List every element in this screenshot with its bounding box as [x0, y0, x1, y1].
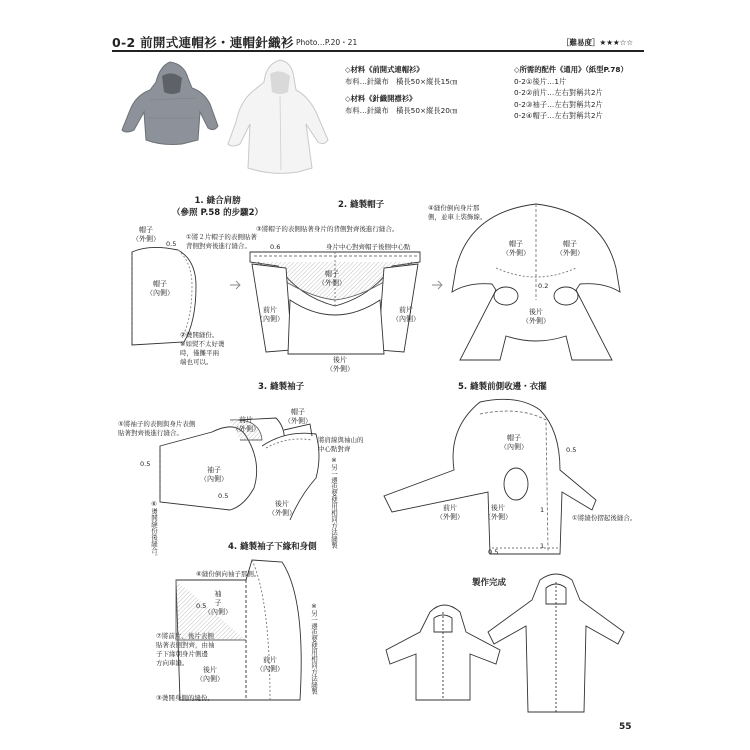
materials-2-title: ◇材料《針織開襟衫》: [345, 94, 417, 103]
step1-note2: ②燙開縫份。 ※如熨不太好燙 時，僅攤平兩 端也可以。: [180, 331, 225, 366]
step3-back-label: 後片 （外側）: [268, 500, 296, 517]
step4-note8: ③燙開身側的縫份。: [156, 694, 214, 702]
step2-attach-hood-diagram: [250, 252, 420, 354]
step1-hood-outer-label: 帽子 （外側）: [132, 226, 160, 243]
step3-center-note: 將肩線與袖山的 中心點對齊: [318, 436, 364, 453]
step5-front-hem-diagram: [384, 399, 596, 554]
step5-note9: ①將縫份摺起後縫合。: [572, 514, 637, 522]
step4-note6: ⑥縫份倒向袖子那側。: [196, 570, 261, 578]
step2-hood-a-label: 帽子 （外側）: [502, 240, 530, 257]
step2-seam2: 0.2: [538, 282, 549, 290]
parts-title: ◇所需的配件《通用》（紙型P.78）: [514, 65, 628, 74]
step1-seam: 0.5: [166, 240, 177, 248]
step4-side-seam-diagram: [176, 560, 301, 700]
materials-2-line: 布料…針織布 橫長50×縱長20㎝: [345, 105, 458, 115]
parts-row: 0-2④帽子…左右對稱共2片: [514, 111, 603, 120]
difficulty-label: ［難易度］: [562, 38, 600, 47]
step3-vnote-fold: ⑥燙開縫份後縫合。: [150, 500, 158, 560]
photo-reference: Photo…P.20・21: [296, 38, 358, 47]
step2-front-left-label: 前片 （內側）: [256, 306, 284, 323]
step2-hood-body-diagram: [452, 204, 620, 360]
step2-hood-out-label: 帽子 （外側）: [318, 270, 346, 287]
step3-seam-b: 0.5: [218, 492, 229, 500]
step4-sleeve-label: 袖 子 （內側）: [204, 590, 232, 616]
step2-note4: ④縫份倒向身片那 側，並車上裝飾線。: [428, 204, 487, 221]
step2-back-label: 後片 （外側）: [326, 356, 354, 373]
step3-sleeve-label: 袖子 （內側）: [200, 466, 228, 483]
step1-subtitle: （參照 P.58 的步驟2）: [172, 208, 264, 218]
step4-vnote: ※另一邊也要使用相同方法縫製: [310, 602, 318, 695]
step5-seam-d: 1: [540, 542, 545, 550]
parts-row: 0-2③袖子…左右對稱共2片: [514, 99, 603, 109]
parts-row: 0-2②前片…左右對稱共2片: [514, 88, 603, 97]
page-title: 0-2 前開式連帽衫・連帽針織衫: [112, 35, 294, 50]
step1-title-text: 1. 縫合肩膀: [194, 196, 241, 206]
step5-front-label: 前片 （外側）: [436, 504, 464, 521]
step3-hood-label: 帽子 （外側）: [284, 408, 312, 425]
finished-title: 製作完成: [472, 578, 507, 588]
step5-title: 5. 縫製前側收邊・衣擺: [458, 382, 547, 392]
step2-hood-b-label: 帽子 （外側）: [556, 240, 584, 257]
page-number: 55: [619, 722, 632, 732]
step2-front-right-label: 前片 （內側）: [392, 306, 420, 323]
step5-back-label: 後片 （外側）: [484, 504, 512, 521]
step3-vnote-sleeve: ※另一邊也要使用相同方法縫製: [330, 456, 338, 549]
step3-seam-a: 0.5: [140, 460, 151, 468]
step4-title: 4. 縫製袖子下緣和身側: [228, 542, 317, 552]
parts-row: 0-2①後片…1片: [514, 76, 567, 86]
difficulty-stars: ★★★☆☆: [599, 38, 634, 47]
materials-1-line: 布料…針織布 橫長50×縱長15㎝: [345, 76, 458, 86]
step2-seam: 0.6: [270, 243, 281, 251]
step4-seam: 0.5: [196, 602, 207, 610]
step1-title: [172, 194, 263, 218]
step3-title: 3. 縫製袖子: [258, 382, 305, 392]
materials-1-title: ◇材料《前開式連帽衫》: [345, 65, 424, 74]
step1-hood-inner-label: 帽子 （內側）: [146, 280, 174, 297]
step2-note3: ③將帽子的表側貼著身片的背側對齊後進行縫合。: [256, 225, 399, 233]
finished-short-hoodie: [386, 605, 500, 700]
step5-seam-a: 0.5: [566, 446, 577, 454]
step4-note7: ⑦將前片、後片表側 貼著表側對齊，由袖 子下緣朝身片側邊 方向車縫。: [156, 632, 215, 667]
step5-seam-b: 1: [540, 506, 545, 514]
step3-front-label: 前片 （外側）: [232, 416, 260, 433]
step4-back-label: 後片 （內側）: [196, 666, 224, 683]
step3-note5: ⑤將袖子的表側與身片表側 貼著對齊後進行縫合。: [118, 420, 196, 437]
step2-title: 2. 縫製帽子: [338, 200, 385, 210]
step5-hood-label: 帽子 （內側）: [500, 434, 528, 451]
step2-back2-label: 後片 （外側）: [522, 308, 550, 325]
step2-center-note: 身片中心對齊帽子後側中心點: [326, 243, 411, 251]
step5-seam-c: 0.5: [488, 548, 499, 556]
finished-long-cardigan: [488, 574, 624, 712]
step1-note1: ①將２片帽子的表側貼著 背側對齊後進行縫合。: [186, 233, 257, 250]
step4-front-label: 前片 （內側）: [256, 656, 284, 673]
